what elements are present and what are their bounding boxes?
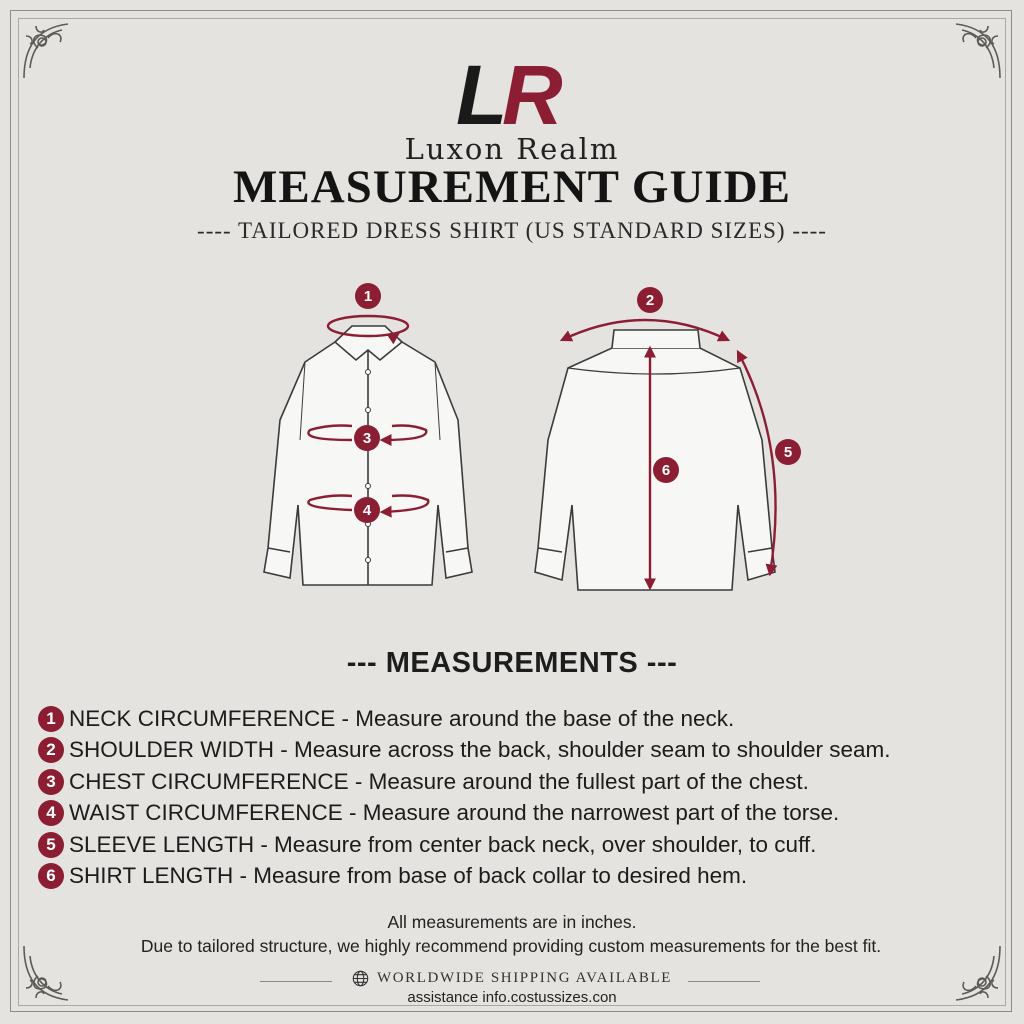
page-title: MEASUREMENT GUIDE [232,161,791,213]
fit-note: Due to tailored structure, we highly recommend providing custom measurements for the best fit. [140,936,882,956]
brand-logo [450,40,576,132]
marker-5 [775,439,801,465]
page-subtitle: ---- TAILORED DRESS SHIRT (US STANDARD SIZES) ---- [197,218,827,243]
logo-letter-l: L [456,48,508,132]
measurement-item [38,798,891,830]
number-badge: 5 [38,832,64,858]
number-badge: 2 [38,737,64,763]
measurement-item [38,703,891,735]
marker-2 [637,287,663,313]
marker-6 [653,457,679,483]
measurement-text: CHEST CIRCUMFERENCE - Measure around the fullest part of the chest. [69,768,809,794]
marker-1 [355,283,381,309]
marker-4-label: 4 [362,502,372,519]
number-badge: 4 [38,800,64,826]
brand-name: Luxon Realm [404,132,620,166]
measurement-item [38,766,891,798]
measurement-item [38,735,891,767]
measurement-item [38,829,891,861]
shipping-banner [0,970,1024,987]
number-badge: 1 [38,706,64,732]
marker-4 [354,497,380,523]
measurements-heading: --- MEASUREMENTS --- [346,647,678,679]
number-badge: 3 [38,769,64,795]
measurement-item [38,861,891,893]
marker-6-label: 6 [661,462,671,479]
units-note: All measurements are in inches. [387,912,637,932]
marker-1-label: 1 [363,288,373,305]
marker-3-label: 3 [362,430,372,447]
shirt-front [264,326,472,585]
assistance-contact[interactable]: assistance info.costussizes.con [407,989,617,1006]
number-badge: 6 [38,863,64,889]
marker-5-label: 5 [783,444,793,461]
globe-icon [352,970,369,987]
measurements-list [38,703,891,892]
corner-ornament-icon [18,18,84,84]
measurement-text: WAIST CIRCUMFERENCE - Measure around the narrowest part of the torse. [69,800,840,826]
logo-letter-r: R [502,48,563,132]
shirt-diagram [0,270,1024,610]
shipping-text: WORLDWIDE SHIPPING AVAILABLE [376,970,673,986]
measurement-text: SHIRT LENGTH - Measure from base of back collar to desired hem. [69,863,748,889]
measurement-text: SLEEVE LENGTH - Measure from center back neck, over shoulder, to cuff. [69,831,817,857]
corner-ornament-icon [940,18,1006,84]
measurement-text: SHOULDER WIDTH - Measure across the back, shoulder seam to shoulder seam. [69,737,891,763]
marker-2-label: 2 [645,292,655,309]
measurement-text: NECK CIRCUMFERENCE - Measure around the base of the neck. [69,705,735,731]
marker-3 [354,425,380,451]
shirt-back [535,330,775,590]
